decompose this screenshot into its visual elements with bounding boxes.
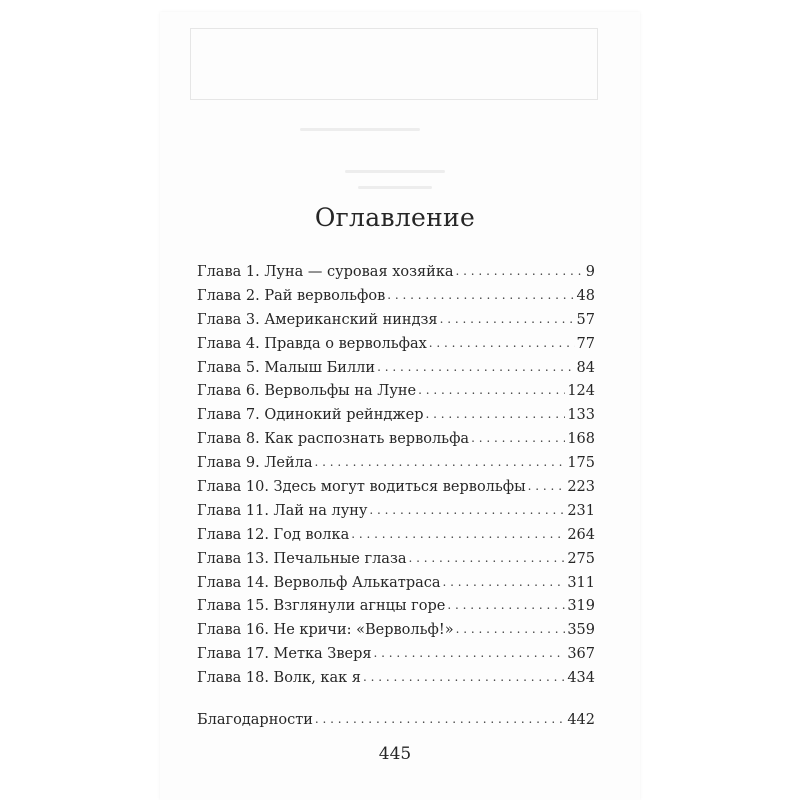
dot-leader: [456, 263, 584, 279]
dot-leader: [426, 406, 566, 422]
toc-entry-page: 367: [567, 646, 595, 663]
toc-entry: [197, 575, 595, 599]
toc-entry-title: Глава 13. Печальные глаза: [197, 550, 407, 567]
toc-entry: [197, 622, 595, 646]
toc-entry-title: Глава 7. Одинокий рейнджер: [197, 407, 424, 424]
toc-entry-title: Глава 17. Метка Зверя: [197, 646, 372, 663]
toc-entry-title: Глава 1. Луна — суровая хозяйка: [197, 264, 454, 280]
toc-entry: [197, 288, 595, 312]
toc-acknowledgements-entry: [197, 712, 595, 736]
toc-entry-title: Глава 8. Как распознать вервольфа: [197, 431, 470, 448]
toc-entry: [197, 670, 595, 694]
toc-entry: [197, 479, 595, 503]
toc-entry: [197, 312, 595, 336]
toc-entry-title: Глава 14. Вервольф Алькатраса: [197, 574, 441, 591]
toc-entry-page: 48: [576, 287, 595, 304]
page-number: 445: [378, 744, 412, 764]
toc-entry-page: 442: [567, 712, 595, 729]
toc-entry-page: 264: [567, 526, 595, 543]
toc-entry: [197, 431, 595, 455]
dot-leader: [456, 621, 566, 637]
bleed-through-line: [345, 170, 445, 173]
toc-entry: [197, 264, 595, 288]
dot-leader: [374, 645, 566, 661]
dot-leader: [315, 711, 565, 727]
toc-entry-page: 133: [567, 407, 595, 424]
toc-entry-page: 77: [576, 335, 595, 352]
toc-entry-title: Глава 2. Рай вервольфов: [197, 287, 386, 304]
toc-entry-page: 9: [585, 264, 595, 280]
toc-entry-title: Глава 11. Лай на луну: [197, 502, 368, 519]
toc-entry: [197, 551, 595, 575]
toc-entry-page: 359: [567, 622, 595, 639]
toc-entry-page: 311: [567, 574, 595, 591]
toc-entry-page: 175: [567, 455, 595, 472]
bleed-through-line: [358, 186, 432, 189]
toc-entry-page: 57: [576, 311, 595, 328]
dot-leader: [429, 335, 575, 351]
toc-entry-title: Глава 5. Малыш Билли: [197, 359, 376, 376]
table-of-contents: [197, 264, 595, 736]
toc-entry-page: 168: [567, 431, 595, 448]
toc-entry-title: Глава 3. Американский ниндзя: [197, 311, 438, 328]
dot-leader: [315, 454, 566, 470]
toc-entry: [197, 383, 595, 407]
dot-leader: [377, 359, 574, 375]
toc-entry-page: 84: [576, 359, 595, 376]
toc-entry-title: Глава 18. Волк, как я: [197, 670, 361, 687]
dot-leader: [440, 311, 575, 327]
toc-entry: [197, 455, 595, 479]
dot-leader: [447, 597, 565, 613]
toc-entry-title: Глава 15. Взглянули агнцы горе: [197, 598, 446, 615]
toc-entry-page: 434: [567, 670, 595, 687]
toc-entry: [197, 503, 595, 527]
toc-entry-title: Глава 4. Правда о вервольфах: [197, 335, 427, 352]
toc-entry-title: Глава 10. Здесь могут водиться вервольфы: [197, 479, 526, 496]
toc-entry-title: Глава 12. Год волка: [197, 526, 350, 543]
toc-entry-title: Глава 6. Вервольфы на Луне: [197, 383, 417, 400]
bleed-through-frame: [190, 28, 598, 100]
toc-entry: [197, 527, 595, 551]
toc-entry: [197, 336, 595, 360]
bleed-through-line: [300, 128, 420, 131]
toc-entry: [197, 646, 595, 670]
toc-entry-page: 231: [567, 502, 595, 519]
page-title: Оглавление: [314, 203, 476, 232]
toc-entry-title: Благодарности: [197, 712, 313, 729]
toc-entry-page: 223: [567, 479, 595, 496]
dot-leader: [528, 478, 566, 494]
toc-entry: [197, 598, 595, 622]
toc-entry-title: Глава 9. Лейла: [197, 455, 313, 472]
toc-entry-page: 124: [567, 383, 595, 400]
dot-leader: [363, 669, 565, 685]
dot-leader: [418, 382, 565, 398]
dot-leader: [409, 550, 566, 566]
toc-entry: [197, 360, 595, 384]
toc-entry: [197, 407, 595, 431]
toc-entry-title: Глава 16. Не кричи: «Вервольф!»: [197, 622, 454, 639]
dot-leader: [387, 287, 574, 303]
dot-leader: [471, 430, 565, 446]
toc-entry-page: 319: [567, 598, 595, 615]
toc-entry-page: 275: [567, 550, 595, 567]
dot-leader: [351, 526, 565, 542]
dot-leader: [443, 574, 566, 590]
dot-leader: [369, 502, 565, 518]
